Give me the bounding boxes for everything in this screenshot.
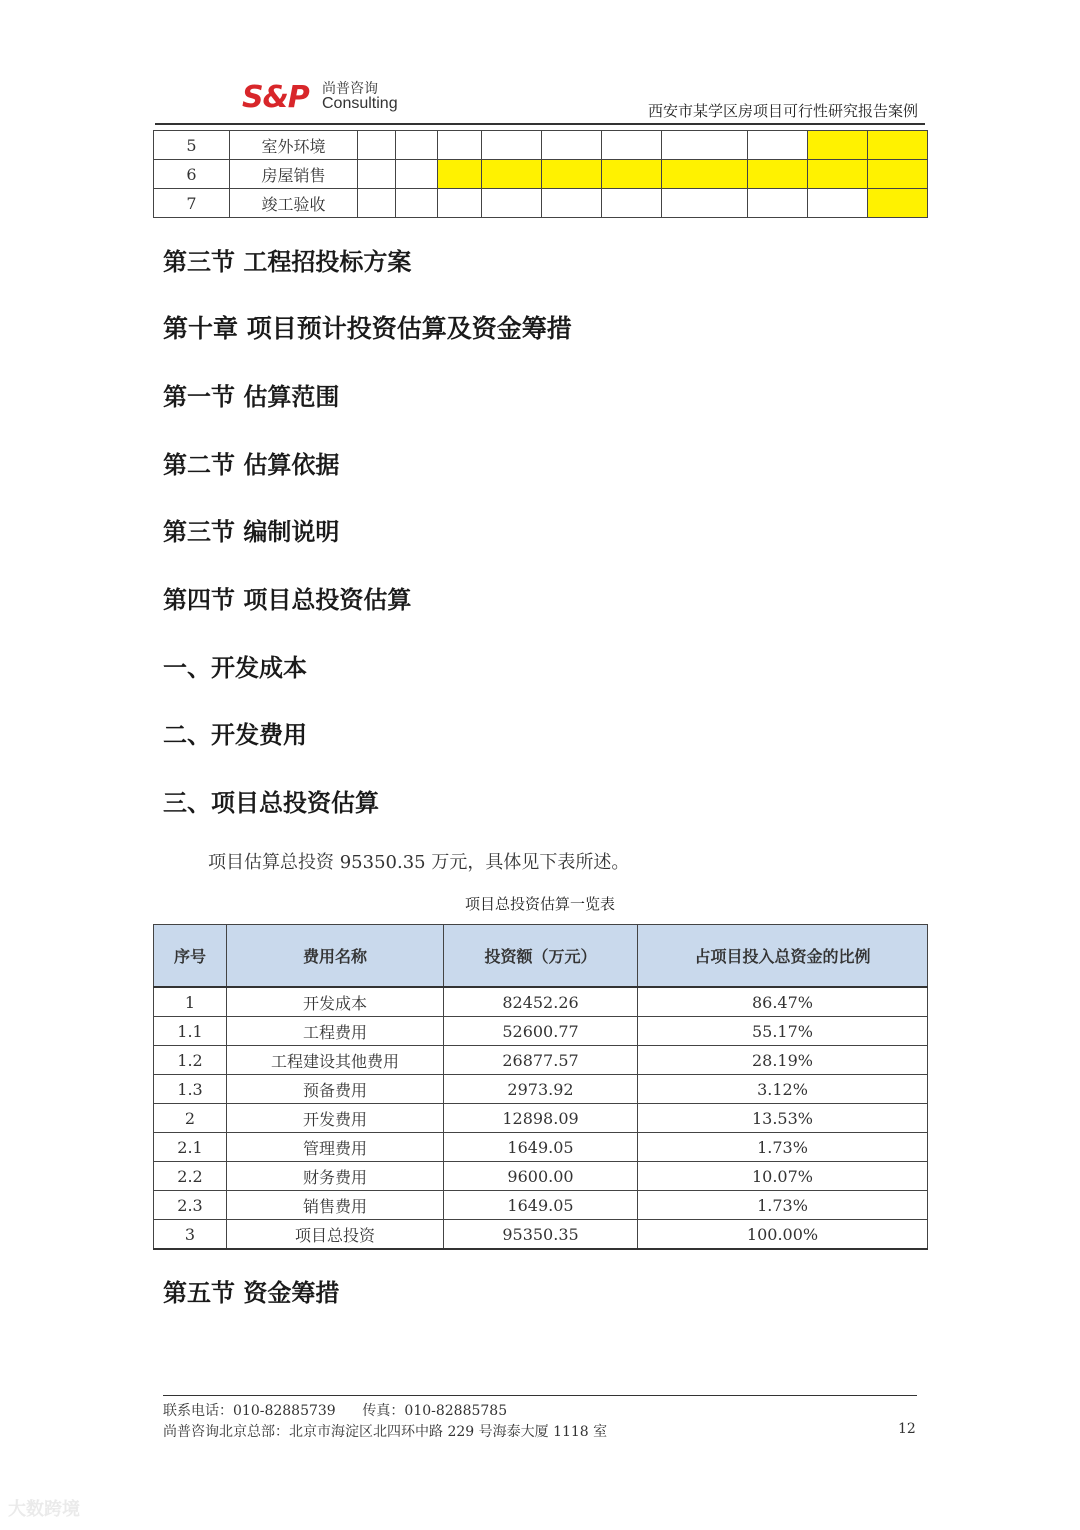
document-title: 西安市某学区房项目可行性研究报告案例 <box>647 102 918 120</box>
cell-no: 1.1 <box>154 1017 227 1046</box>
schedule-row <box>154 189 928 218</box>
table-row <box>154 1191 928 1220</box>
cell-no: 3 <box>154 1220 227 1250</box>
cell-no: 1.3 <box>154 1075 227 1104</box>
table-row <box>154 1162 928 1191</box>
cell-ratio: 13.53% <box>638 1104 928 1133</box>
cell-name: 销售费用 <box>227 1191 444 1220</box>
cell-ratio: 28.19% <box>638 1046 928 1075</box>
table-row <box>154 1104 928 1133</box>
cell-ratio: 100.00% <box>638 1220 928 1250</box>
schedule-bar-cell <box>542 160 602 189</box>
cell-amount: 95350.35 <box>444 1220 638 1250</box>
table-row <box>154 1075 928 1104</box>
table-header-row <box>154 925 928 988</box>
column-header: 序号 <box>154 925 227 988</box>
cell-ratio: 3.12% <box>638 1075 928 1104</box>
watermark: 大数跨境 <box>8 1499 80 1520</box>
table-row <box>154 1220 928 1250</box>
schedule-row-number: 7 <box>154 189 230 218</box>
cell-ratio: 10.07% <box>638 1162 928 1191</box>
schedule-bar-cell <box>868 131 928 160</box>
cell-name: 财务费用 <box>227 1162 444 1191</box>
cell-no: 2.2 <box>154 1162 227 1191</box>
cell-amount: 52600.77 <box>444 1017 638 1046</box>
cell-name: 工程费用 <box>227 1017 444 1046</box>
column-header: 占项目投入总资金的比例 <box>638 925 928 988</box>
company-logo <box>242 78 412 118</box>
header-divider <box>155 123 925 125</box>
section-heading: 第二节 估算依据 <box>163 451 340 479</box>
schedule-bar-cell <box>868 160 928 189</box>
schedule-bar-cell <box>808 160 868 189</box>
cell-ratio: 55.17% <box>638 1017 928 1046</box>
schedule-row-number: 6 <box>154 160 230 189</box>
cell-ratio: 1.73% <box>638 1133 928 1162</box>
schedule-bar-cell <box>602 160 662 189</box>
subsection-heading: 二、开发费用 <box>163 721 307 749</box>
section-heading: 第一节 估算范围 <box>163 383 340 411</box>
logo-english-name: Consulting <box>322 95 398 112</box>
subsection-heading: 三、项目总投资估算 <box>163 789 379 817</box>
cell-amount: 12898.09 <box>444 1104 638 1133</box>
cell-amount: 1649.05 <box>444 1191 638 1220</box>
cell-name: 预备费用 <box>227 1075 444 1104</box>
schedule-bar-cell <box>868 189 928 218</box>
schedule-row-task: 室外环境 <box>230 131 358 160</box>
cell-no: 2.1 <box>154 1133 227 1162</box>
section-heading: 第五节 资金筹措 <box>163 1279 340 1307</box>
table-row <box>154 987 928 1017</box>
schedule-bar-cell <box>808 131 868 160</box>
cell-name: 项目总投资 <box>227 1220 444 1250</box>
footer-address: 尚普咨询北京总部：北京市海淀区北四环中路 229 号海泰大厦 1118 室 <box>163 1424 608 1440</box>
section-heading: 第四节 项目总投资估算 <box>163 586 412 614</box>
cell-amount: 82452.26 <box>444 987 638 1017</box>
schedule-row-number: 5 <box>154 131 230 160</box>
schedule-row <box>154 131 928 160</box>
cell-name: 工程建设其他费用 <box>227 1046 444 1075</box>
table-row <box>154 1017 928 1046</box>
cell-ratio: 86.47% <box>638 987 928 1017</box>
cell-ratio: 1.73% <box>638 1191 928 1220</box>
cell-no: 1.2 <box>154 1046 227 1075</box>
column-header: 投资额（万元） <box>444 925 638 988</box>
table-caption: 项目总投资估算一览表 <box>464 895 615 913</box>
cell-amount: 9600.00 <box>444 1162 638 1191</box>
schedule-bar-cell <box>482 160 542 189</box>
table-row <box>154 1133 928 1162</box>
schedule-row <box>154 160 928 189</box>
cell-amount: 1649.05 <box>444 1133 638 1162</box>
intro-paragraph: 项目估算总投资 95350.35 万元，具体见下表所述。 <box>208 852 630 873</box>
cell-no: 2 <box>154 1104 227 1133</box>
section-heading: 第三节 编制说明 <box>163 518 340 546</box>
subsection-heading: 一、开发成本 <box>163 654 307 682</box>
logo-mark: S&P <box>242 80 309 115</box>
schedule-bar-cell <box>438 160 482 189</box>
cell-name: 开发成本 <box>227 987 444 1017</box>
heading-bid-plan: 第三节 工程招投标方案 <box>163 248 412 276</box>
schedule-row-task: 房屋销售 <box>230 160 358 189</box>
cell-amount: 26877.57 <box>444 1046 638 1075</box>
schedule-table <box>153 130 928 218</box>
table-row <box>154 1046 928 1075</box>
schedule-row-task: 竣工验收 <box>230 189 358 218</box>
schedule-bar-cell <box>662 160 748 189</box>
cell-name: 管理费用 <box>227 1133 444 1162</box>
column-header: 费用名称 <box>227 925 444 988</box>
cell-no: 2.3 <box>154 1191 227 1220</box>
footer-divider <box>163 1395 917 1396</box>
investment-table <box>153 924 928 1250</box>
cell-amount: 2973.92 <box>444 1075 638 1104</box>
page-number: 12 <box>898 1421 916 1437</box>
cell-no: 1 <box>154 987 227 1017</box>
schedule-bar-cell <box>748 160 808 189</box>
cell-name: 开发费用 <box>227 1104 444 1133</box>
chapter-heading: 第十章 项目预计投资估算及资金筹措 <box>163 314 572 343</box>
footer-contact: 联系电话：010-82885739 传真：010-82885785 <box>163 1403 508 1419</box>
logo-chinese-name: 尚普咨询 <box>322 81 378 97</box>
